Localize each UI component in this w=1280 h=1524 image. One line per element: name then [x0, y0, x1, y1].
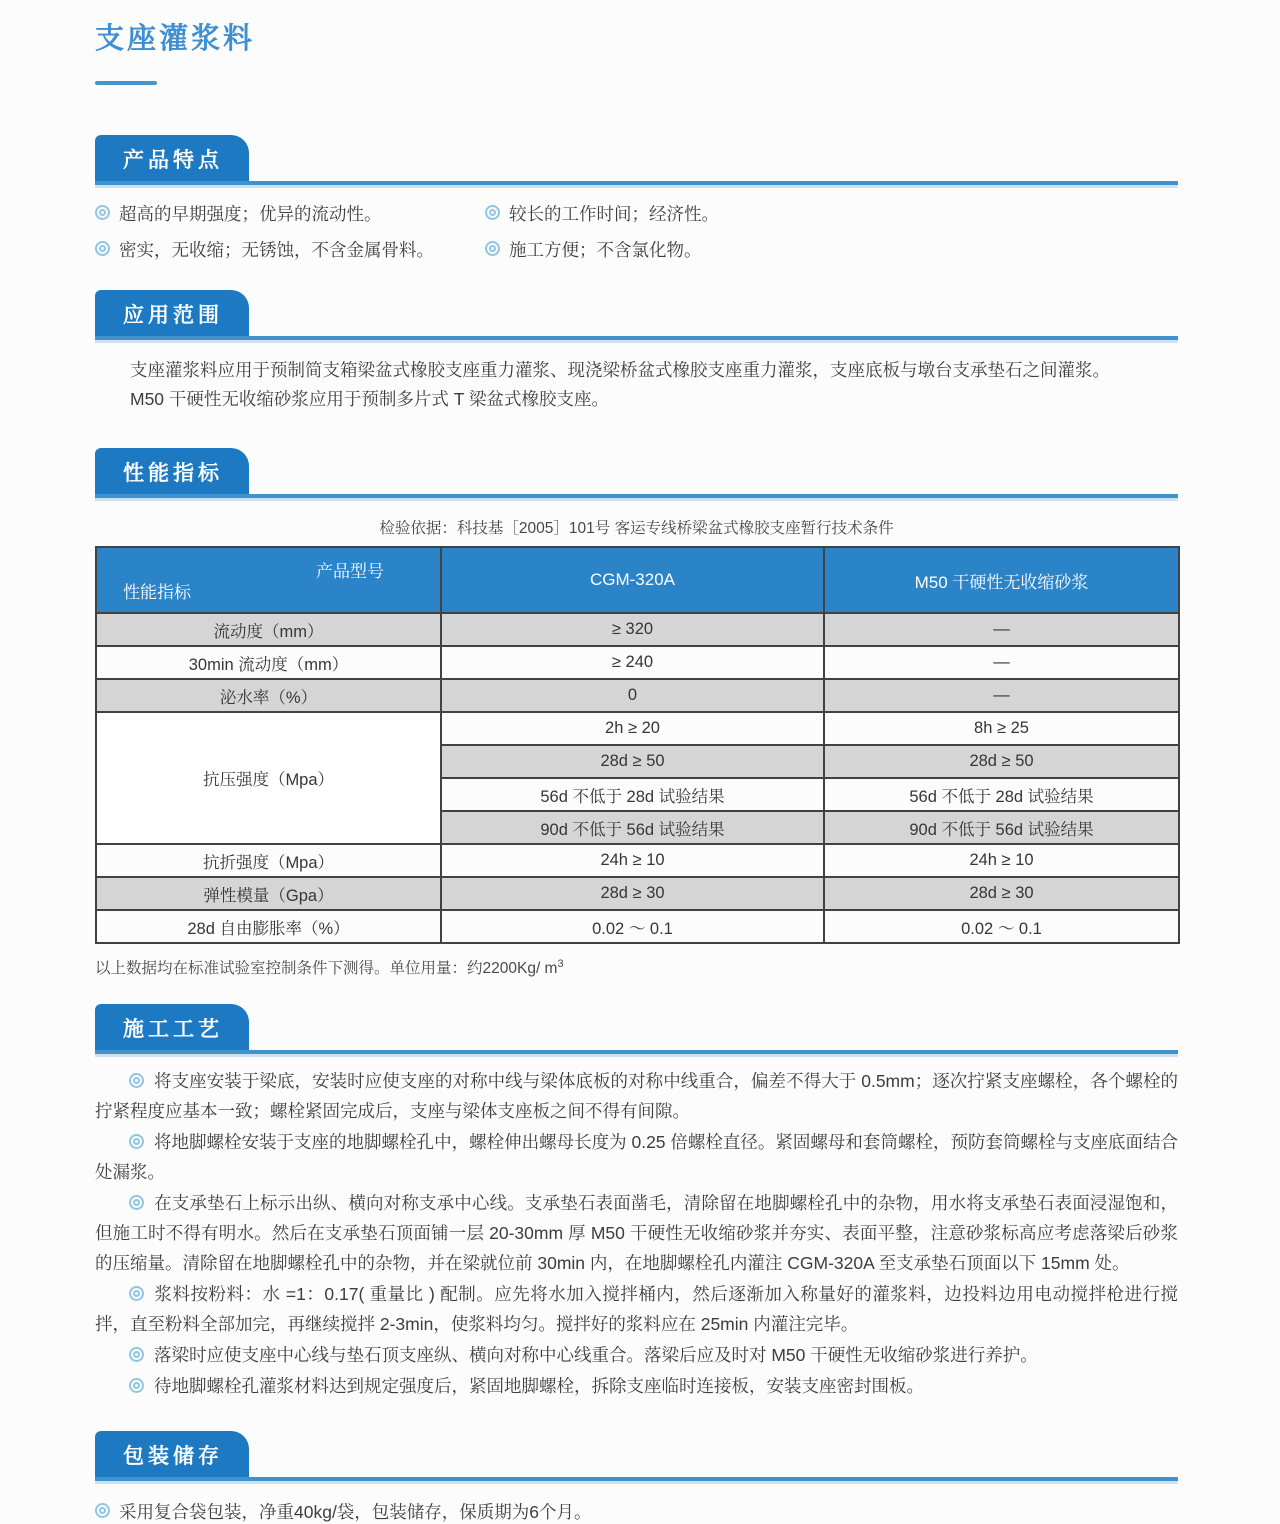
document-content	[95, 0, 1178, 1524]
row-label-cell: 28d 自由膨胀率（%）	[96, 910, 441, 943]
section-tab-features: 产品特点	[95, 135, 249, 181]
section-application	[95, 290, 1178, 414]
bullet-ring-icon	[95, 241, 110, 256]
value-cell: 8h ≥ 25	[824, 712, 1179, 745]
application-line: 支座灌浆料应用于预制简支箱梁盆式橡胶支座重力灌浆、现浇梁桥盆式橡胶支座重力灌浆，支座底板与墩台支承垫石之间灌浆。	[130, 360, 1110, 380]
header-product-model-label: 产品型号	[316, 562, 384, 581]
list-item	[95, 237, 485, 262]
bullet-ring-icon	[485, 205, 500, 220]
table-footnote: 以上数据均在标准试验室控制条件下测得。单位用量：约2200Kg/ $m^3$	[95, 957, 564, 977]
value-cell: 0.02 ～ 0.1	[441, 910, 824, 943]
table-row	[96, 613, 1179, 646]
construction-step-text: 将支座安装于梁底，安装时应使支座的对称中线与梁体底板的对称中线重合，偏差不得大于 0.5mm；逐次拧紧支座螺栓，各个螺栓的拧紧程度应基本一致；螺栓紧固完成后，支座与梁体支座板之间不得有间隙。	[95, 1071, 1178, 1121]
section-header-bar	[95, 1431, 1178, 1481]
bullet-ring-icon	[129, 1073, 144, 1088]
table-row	[96, 910, 1179, 943]
packaging-list	[95, 1499, 1178, 1524]
performance-table	[95, 546, 1180, 944]
section-header-bar	[95, 1004, 1178, 1054]
bullet-ring-icon	[129, 1195, 144, 1210]
application-paragraphs	[95, 356, 1178, 414]
value-cell: 0.02 ～ 0.1	[824, 910, 1179, 943]
section-header-bar	[95, 135, 1178, 185]
construction-step-text: 将地脚螺栓安装于支座的地脚螺栓孔中，螺栓伸出螺母长度为 0.25 倍螺栓直径。紧固螺母和套筒螺栓，预防套筒螺栓与支座底面结合处漏浆。	[95, 1132, 1178, 1182]
test-basis-caption: 检验依据：科技基［2005］101号 客运专线桥梁盆式橡胶支座暂行技术条件	[379, 520, 894, 537]
bullet-ring-icon	[129, 1286, 144, 1301]
bullet-ring-icon	[95, 1503, 110, 1518]
table-row	[96, 877, 1179, 910]
list-item-text: 较长的工作时间；经济性。	[509, 204, 719, 224]
value-cell: 56d 不低于 28d 试验结果	[441, 778, 824, 811]
value-cell: ≥ 320	[441, 613, 824, 646]
bullet-ring-icon	[95, 205, 110, 220]
value-cell: —	[824, 679, 1179, 712]
row-label-cell: 弹性模量（Gpa）	[96, 877, 441, 910]
construction-step	[95, 1340, 1178, 1370]
row-label-cell: 抗压强度（Mpa）	[96, 712, 441, 844]
value-cell: 90d 不低于 56d 试验结果	[441, 811, 824, 844]
diagonal-header-cell	[96, 547, 441, 613]
table-row	[96, 712, 1179, 745]
section-tab-performance: 性能指标	[95, 448, 249, 494]
section-header-bar	[95, 290, 1178, 340]
list-item	[485, 201, 1178, 226]
construction-step	[95, 1066, 1178, 1126]
list-item-text: 密实，无收缩；无锈蚀，不含金属骨料。	[119, 240, 434, 260]
construction-step-text: 浆料按粉料：水 =1：0.17( 重量比 ) 配制。应先将水加入搅拌桶内，然后逐渐加入称量好的灌浆料，边投料边用电动搅拌枪进行搅拌，直至粉料全部加完，再继续搅拌 2-3min，使浆料均匀。搅拌好的浆料应在 25min 内灌注完毕。	[95, 1284, 1178, 1334]
construction-step	[95, 1279, 1178, 1339]
construction-step	[95, 1188, 1178, 1278]
value-cell: 56d 不低于 28d 试验结果	[824, 778, 1179, 811]
bullet-ring-icon	[485, 241, 500, 256]
list-item-text: 超高的早期强度；优异的流动性。	[119, 204, 382, 224]
value-cell: —	[824, 646, 1179, 679]
section-features	[95, 135, 1178, 262]
application-line: M50 干硬性无收缩砂浆应用于预制多片式 T 梁盆式橡胶支座。	[130, 389, 610, 409]
value-cell: 24h ≥ 10	[824, 844, 1179, 877]
section-tab-construction: 施工工艺	[95, 1004, 249, 1050]
value-cell: 24h ≥ 10	[441, 844, 824, 877]
row-label-cell: 30min 流动度（mm）	[96, 646, 441, 679]
bullet-ring-icon	[129, 1134, 144, 1149]
section-tab-packaging: 包装储存	[95, 1431, 249, 1477]
table-header-row	[96, 547, 1179, 613]
bullet-ring-icon	[129, 1347, 144, 1362]
section-performance	[95, 448, 1178, 978]
value-cell: 28d ≥ 50	[824, 745, 1179, 778]
section-construction	[95, 1004, 1178, 1401]
section-header-bar	[95, 448, 1178, 498]
value-cell: 28d ≥ 30	[441, 877, 824, 910]
value-cell: ≥ 240	[441, 646, 824, 679]
title-underline	[95, 81, 157, 85]
page-title: 支座灌浆料	[95, 23, 256, 55]
row-label-cell: 泌水率（%）	[96, 679, 441, 712]
column-header-cgm320a: CGM-320A	[441, 547, 824, 613]
bullet-ring-icon	[129, 1378, 144, 1393]
construction-step	[95, 1371, 1178, 1401]
construction-step	[95, 1127, 1178, 1187]
list-item	[485, 237, 1178, 262]
row-label-cell: 流动度（mm）	[96, 613, 441, 646]
construction-steps	[95, 1066, 1178, 1401]
list-item	[95, 1499, 1178, 1524]
value-cell: 28d ≥ 30	[824, 877, 1179, 910]
construction-step-text: 在支承垫石上标示出纵、横向对称支承中心线。支承垫石表面凿毛，清除留在地脚螺栓孔中的杂物，用水将支承垫石表面浸湿饱和，但施工时不得有明水。然后在支承垫石顶面铺一层 20-30mm 厚 M50 干硬性无收缩砂浆并夯实、表面平整，注意砂浆标高应考虑落梁后砂浆的压缩量。清除留在地脚螺栓孔中的杂物，并在梁就位前 30min 内，在地脚螺栓孔内灌注 CGM-320A 至支承垫石顶面以下 15mm 处。	[95, 1193, 1178, 1273]
list-item-text: 采用复合袋包装，净重40kg/袋，包装储存，保质期为6个月。	[119, 1502, 592, 1522]
features-list	[95, 201, 1178, 262]
value-cell: 0	[441, 679, 824, 712]
section-tab-application: 应用范围	[95, 290, 249, 336]
value-cell: 28d ≥ 50	[441, 745, 824, 778]
value-cell: —	[824, 613, 1179, 646]
construction-step-text: 待地脚螺栓孔灌浆材料达到规定强度后，紧固地脚螺栓，拆除支座临时连接板，安装支座密封围板。	[154, 1376, 924, 1396]
table-row	[96, 679, 1179, 712]
table-row	[96, 646, 1179, 679]
table-row	[96, 844, 1179, 877]
construction-step-text: 落梁时应使支座中心线与垫石顶支座纵、横向对称中心线重合。落梁后应及时对 M50 干硬性无收缩砂浆进行养护。	[154, 1345, 1038, 1365]
list-item-text: 施工方便；不含氯化物。	[509, 240, 702, 260]
list-item	[95, 201, 485, 226]
header-performance-index-label: 性能指标	[123, 583, 191, 602]
value-cell: 2h ≥ 20	[441, 712, 824, 745]
column-header-m50: M50 干硬性无收缩砂浆	[824, 547, 1179, 613]
section-packaging	[95, 1431, 1178, 1524]
row-label-cell: 抗折强度（Mpa）	[96, 844, 441, 877]
value-cell: 90d 不低于 56d 试验结果	[824, 811, 1179, 844]
